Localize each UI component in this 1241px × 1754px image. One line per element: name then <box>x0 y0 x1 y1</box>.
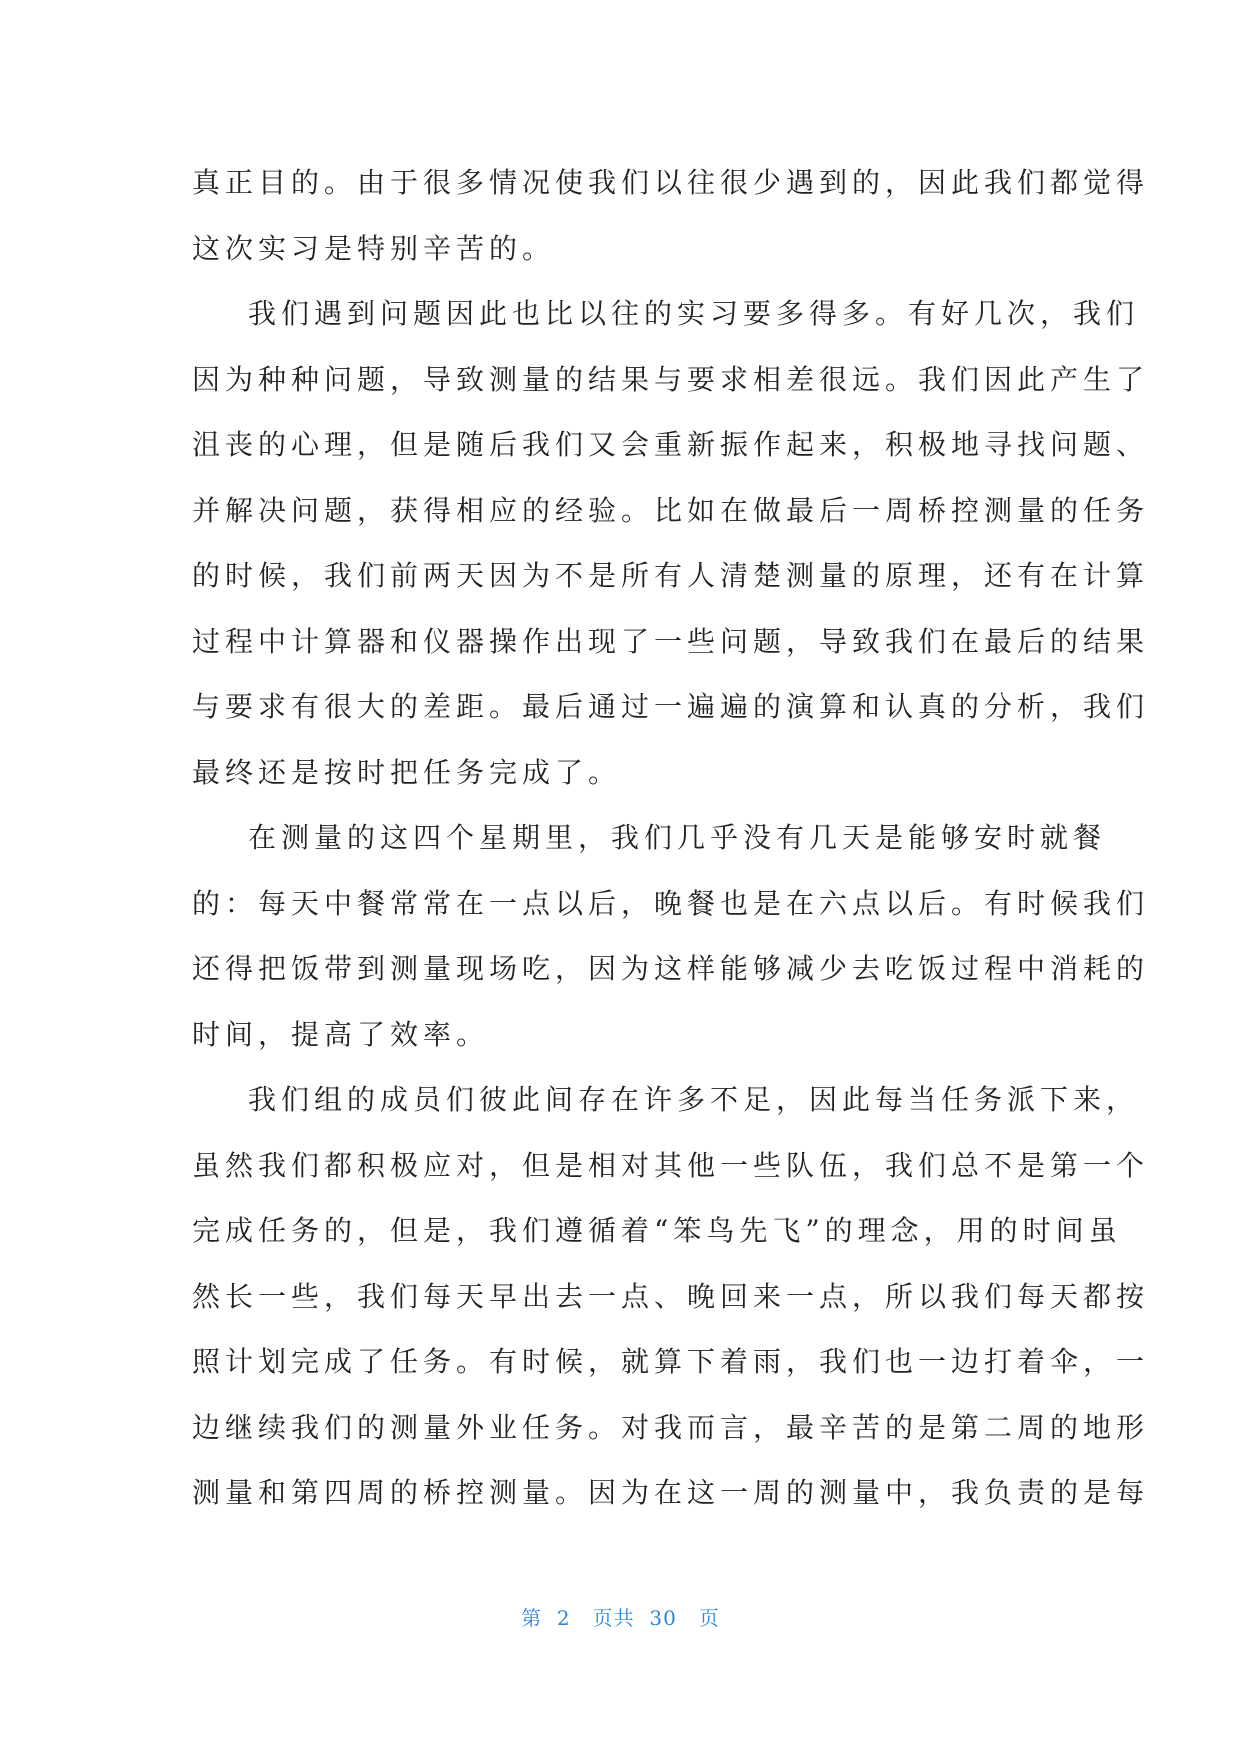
text-line: 照计划完成了任务。有时候，就算下着雨，我们也一边打着伞，一 <box>192 1345 1150 1378</box>
text-line: 测量和第四周的桥控测量。因为在这一周的测量中，我负责的是每 <box>192 1476 1150 1509</box>
text-line: 真正目的。由于很多情况使我们以往很少遇到的，因此我们都觉得 <box>192 166 1150 199</box>
text-line: 我们组的成员们彼此间存在许多不足，因此每当任务派下来， <box>248 1083 1140 1116</box>
footer-total-pages: 30 <box>649 1606 677 1630</box>
text-line: 在测量的这四个星期里，我们几乎没有几天是能够安时就餐 <box>248 821 1107 854</box>
footer-suffix: 页 <box>698 1606 720 1630</box>
text-line: 最终还是按时把任务完成了。 <box>192 755 622 789</box>
body-text <box>192 156 1150 1532</box>
footer-prefix: 第 <box>521 1606 543 1630</box>
text-line: 并解决问题，获得相应的经验。比如在做最后一周桥控测量的任务 <box>192 493 1150 527</box>
text-line: 虽然我们都积极应对，但是相对其他一些队伍，我们总不是第一个 <box>192 1148 1150 1182</box>
text-line: 过程中计算器和仪器操作出现了一些问题，导致我们在最后的结果 <box>192 624 1150 658</box>
text-line: 时间，提高了效率。 <box>192 1017 490 1051</box>
text-line: 的时候，我们前两天因为不是所有人清楚测量的原理，还有在计算 <box>192 559 1150 592</box>
text-line: 因为种种问题，导致测量的结果与要求相差很远。我们因此产生了 <box>192 362 1150 396</box>
page-footer <box>0 1602 1241 1631</box>
footer-middle: 页共 <box>592 1606 635 1630</box>
text-line: 还得把饭带到测量现场吃，因为这样能够减少去吃饭过程中消耗的 <box>192 952 1150 985</box>
text-line: 与要求有很大的差距。最后通过一遍遍的演算和认真的分析，我们 <box>192 690 1150 723</box>
text-line: 沮丧的心理，但是随后我们又会重新振作起来，积极地寻找问题、 <box>192 428 1150 461</box>
text-line: 然长一些，我们每天早出去一点、晚回来一点，所以我们每天都按 <box>192 1279 1150 1313</box>
text-line: 我们遇到问题因此也比以往的实习要多得多。有好几次，我们 <box>248 297 1140 330</box>
text-line: 这次实习是特别辛苦的。 <box>192 231 556 265</box>
text-line: 完成任务的，但是，我们遵循着“笨鸟先飞”的理念，用的时间虽 <box>192 1214 1122 1247</box>
footer-current-page: 2 <box>556 1606 571 1630</box>
text-line: 边继续我们的测量外业任务。对我而言，最辛苦的是第二周的地形 <box>192 1410 1150 1444</box>
text-line: 的：每天中餐常常在一点以后，晚餐也是在六点以后。有时候我们 <box>192 886 1150 920</box>
